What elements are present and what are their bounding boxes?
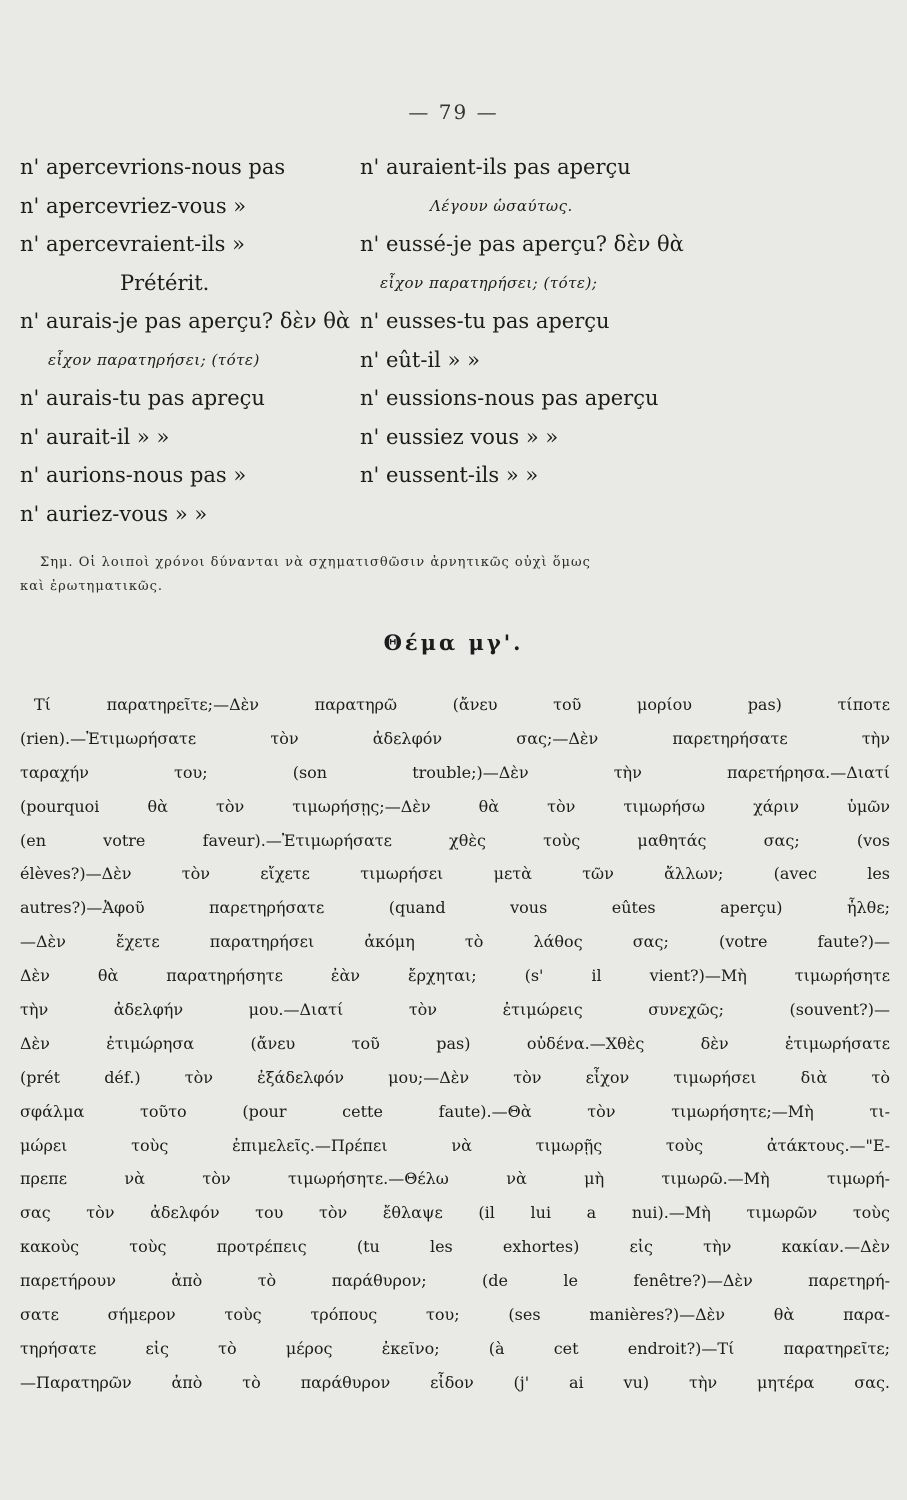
exercise-line: (rien).—Ἐτιμωρήσατε τὸν ἀδελφόν σας;—Δὲν παρετηρήσατε τὴν: [20, 728, 890, 748]
exercise-line: σας τὸν ἀδελφόν του τὸν ἔθλαψε (il lui a nui).—Μὴ τιμωρῶν τοὺς: [20, 1203, 890, 1223]
exercise-line: σφάλμα τοῦτο (pour cette faute).—Θὰ τὸν τιμωρήσητε;—Μὴ τι-: [20, 1101, 890, 1121]
exercise-line: σατε σήμερον τοὺς τρόπους του; (ses manières?)—Δὲν θὰ παρα-: [20, 1305, 890, 1325]
grammar-note: [20, 545, 890, 605]
conj-line: n' eussions-nous pas aperçu: [360, 386, 659, 410]
exercise-line: πρεπε νὰ τὸν τιμωρήσητε.—Θέλω νὰ μὴ τιμωρῶ.—Μὴ τιμωρή-: [20, 1169, 890, 1189]
conj-line-greek: Λέγουν ὡσαύτως.: [430, 196, 573, 215]
conjugation-left-column: [20, 148, 350, 533]
conj-line: n' eusses-tu pas aperçu: [360, 309, 610, 333]
conj-line: n' apercevraient-ils »: [20, 232, 245, 256]
conj-line: n' aurais-tu pas apreçu: [20, 386, 265, 410]
conj-line: n' eussiez vous » »: [360, 424, 559, 449]
exercise-line: τὴν ἀδελφήν μου.—Διατί τὸν ἐτιμώρεις συνεχῶς; (souvent?)—: [20, 1000, 890, 1020]
exercise-line: μώρει τοὺς ἐπιμελεῖς.—Πρέπει νὰ τιμωρῇς τοὺς ἀτάκτους.—"Ε-: [20, 1135, 890, 1155]
exercise-line: (pourquoi θὰ τὸν τιμωρήσῃς;—Δὲν θὰ τὸν τιμωρήσω χάριν ὑμῶν: [20, 796, 890, 816]
conj-line: n' auriez-vous » »: [20, 501, 208, 526]
exercise-line: κακοὺς τοὺς προτρέπεις (tu les exhortes) εἰς τὴν κακίαν.—Δὲν: [20, 1237, 890, 1257]
exercise-line: παρετήρουν ἀπὸ τὸ παράθυρον; (de le fenêtre?)—Δὲν παρετηρή-: [20, 1271, 890, 1291]
page-number: — 79 —: [408, 100, 499, 124]
conj-line-greek: εἶχον παρατηρήσει; (τότε): [48, 350, 260, 369]
exercise-text: [20, 688, 890, 1400]
conj-line: n' aurait-il » »: [20, 424, 170, 449]
note-line: Σημ. Οἱ λοιποὶ χρόνοι δύνανται νὰ σχηματισθῶσιν ἀρνητικῶς οὐχὶ ὅμως: [40, 555, 591, 570]
exercise-line: élèves?)—Δὲν τὸν εἴχετε τιμωρήσει μετὰ τῶν ἄλλων; (avec les: [20, 864, 890, 884]
conj-line: n' aurais-je pas aperçu? δὲν θὰ: [20, 309, 351, 333]
exercise-line: —Παρατηρῶν ἀπὸ τὸ παράθυρον εἶδον (j' ai vu) τὴν μητέρα σας.: [20, 1372, 890, 1392]
exercise-line: —Δὲν ἔχετε παρατηρήσει ἀκόμη τὸ λάθος σας; (votre faute?)—: [20, 932, 890, 952]
exercise-line: ταραχήν του; (son trouble;)—Δὲν τὴν παρετήρησα.—Διατί: [20, 762, 890, 782]
conj-line: n' apercevrions-nous pas: [20, 155, 286, 179]
conj-line: n' auraient-ils pas aperçu: [360, 155, 631, 179]
exercise-title: Θέμα μγ'.: [383, 630, 524, 655]
conj-line: n' apercevriez-vous »: [20, 193, 247, 218]
conjugation-right-column: [360, 148, 690, 495]
conj-line: n' eussent-ils » »: [360, 463, 539, 487]
tense-heading: Prétérit.: [120, 270, 210, 295]
exercise-line: Τί παρατηρεῖτε;—Δὲν παρατηρῶ (ἄνευ τοῦ μορίου pas) τίποτε: [34, 695, 890, 714]
exercise-line: (prét déf.) τὸν ἐξάδελφόν μου;—Δὲν τὸν εἶχον τιμωρήσει διὰ τὸ: [20, 1067, 890, 1087]
conj-line: n' eussé-je pas aperçu? δὲν θὰ: [360, 232, 684, 256]
exercise-line: autres?)—Ἀφοῦ παρετηρήσατε (quand vous eûtes aperçu) ἦλθε;: [20, 898, 890, 918]
exercise-line: Δὲν θὰ παρατηρήσητε ἐὰν ἔρχηται; (s' il vient?)—Μὴ τιμωρήσητε: [20, 966, 890, 986]
conj-line: n' aurions-nous pas »: [20, 463, 247, 487]
note-line: καὶ ἐρωτηματικῶς.: [20, 579, 163, 594]
exercise-line: τηρήσατε εἰς τὸ μέρος ἐκεῖνο; (à cet endroit?)—Τί παρατηρεῖτε;: [20, 1338, 890, 1358]
conj-line-greek: εἶχον παρατηρήσει; (τότε);: [380, 273, 598, 292]
conj-line: n' eût-il » »: [360, 347, 480, 372]
exercise-line: (en votre faveur).—Ἐτιμωρήσατε χθὲς τοὺς μαθητάς σας; (vos: [20, 830, 890, 850]
exercise-line: Δὲν ἐτιμώρησα (ἄνευ τοῦ pas) οὐδένα.—Χθὲς δὲν ἐτιμωρήσατε: [20, 1033, 890, 1053]
